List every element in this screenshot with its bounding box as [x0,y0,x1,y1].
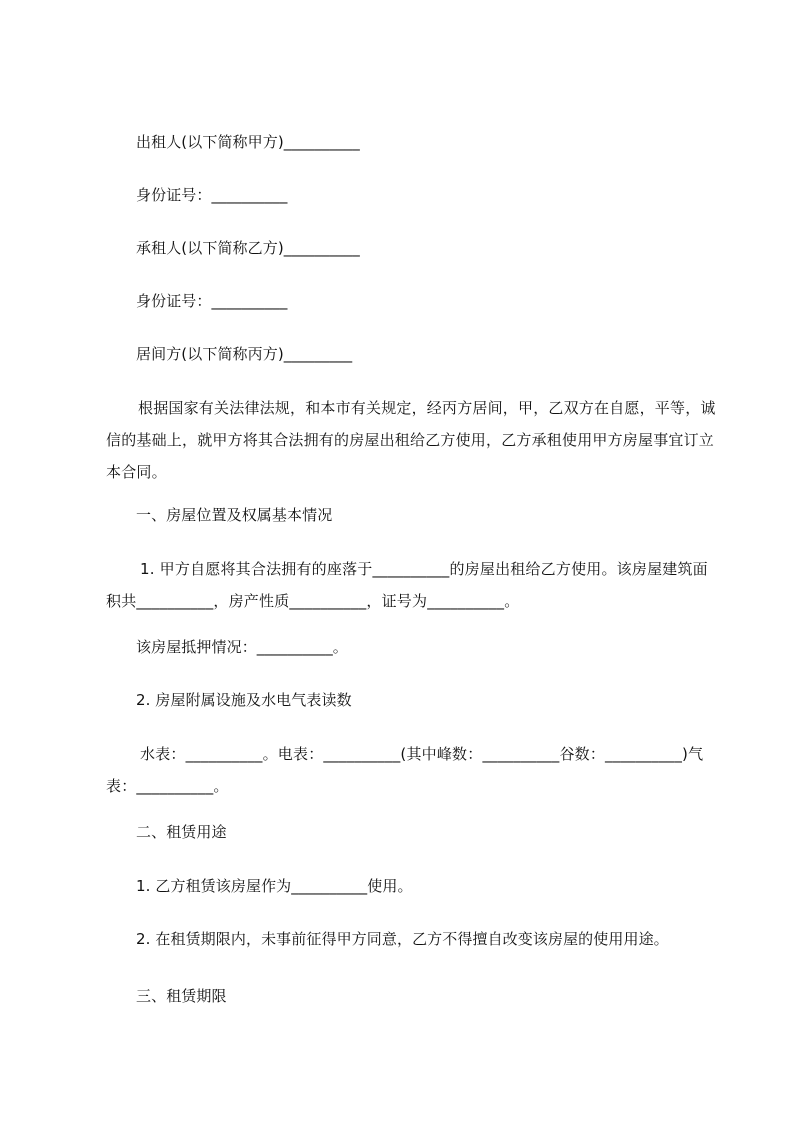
section-2-title: 二、租赁用途 [136,823,227,841]
item-2-1-line: 1. 乙方租赁该房屋作为__________使用。 [136,877,413,895]
meters-paragraph: 水表：__________。电表：__________(其中峰数：__________谷数：__________)气表：__________。 [106,745,704,795]
lessee-line: 承租人(以下简称乙方)__________ [136,239,360,257]
intermediary-line: 居间方(以下简称丙方)_________ [136,345,353,363]
section-1-title: 一、房屋位置及权属基本情况 [136,506,333,524]
item-1-2-title: 2. 房屋附属设施及水电气表读数 [136,691,352,709]
item-1-1-paragraph: 1. 甲方自愿将其合法拥有的座落于__________的房屋出租给乙方使用。该房屋建筑面积共__________，房产性质__________，证号为__________。 [106,560,708,610]
lessor-id-line: 身份证号：__________ [136,186,288,204]
lessee-id-line: 身份证号：__________ [136,292,288,310]
mortgage-line: 该房屋抵押情况：__________。 [136,638,348,656]
intro-paragraph: 根据国家有关法律法规，和本市有关规定，经丙方居间，甲，乙双方在自愿，平等，诚信的基础上，就甲方将其合法拥有的房屋出租给乙方使用，乙方承租使用甲方房屋事宜订立本合同。 [106,399,716,481]
section-3-title: 三、租赁期限 [136,987,227,1005]
lessor-line: 出租人(以下简称甲方)__________ [136,133,360,151]
item-2-2-line: 2. 在租赁期限内，未事前征得甲方同意，乙方不得擅自改变该房屋的使用用途。 [136,930,669,948]
